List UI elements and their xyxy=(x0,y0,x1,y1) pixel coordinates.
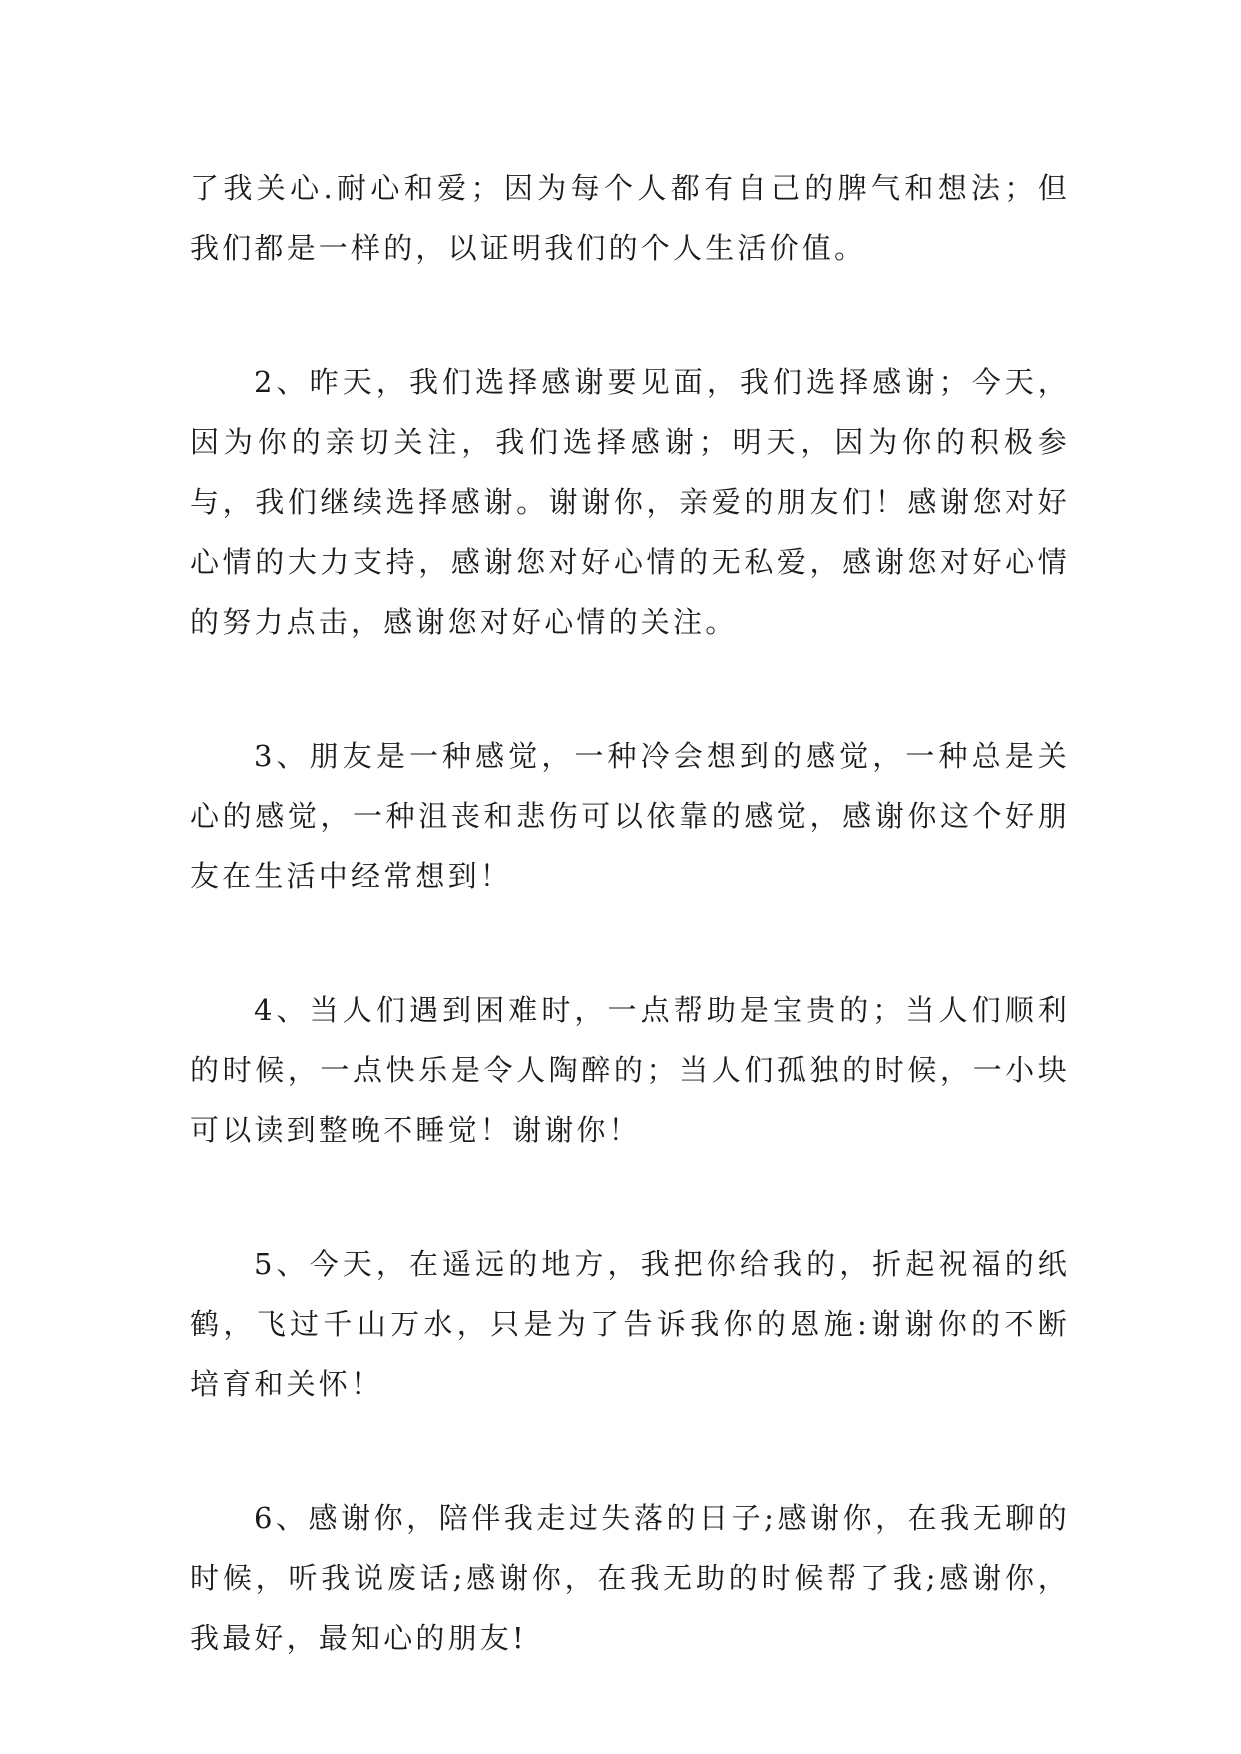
document-body xyxy=(190,158,1070,1742)
paragraph-3: 3、朋友是一种感觉，一种冷会想到的感觉，一种总是关心的感觉，一种沮丧和悲伤可以依靠的感觉，感谢你这个好朋友在生活中经常想到！ xyxy=(190,739,1070,893)
paragraph-2: 2、昨天，我们选择感谢要见面，我们选择感谢；今天，因为你的亲切关注，我们选择感谢；明天，因为你的积极参与，我们继续选择感谢。谢谢你，亲爱的朋友们！感谢您对好心情的大力支持，感谢您对好心情的无私爱，感谢您对好心情的努力点击，感谢您对好心情的关注。 xyxy=(190,365,1070,639)
paragraph-6: 6、感谢你，陪伴我走过失落的日子;感谢你，在我无聊的时候，听我说废话;感谢你，在我无助的时候帮了我;感谢你，我最好，最知心的朋友! xyxy=(190,1501,1070,1655)
paragraph-4: 4、当人们遇到困难时，一点帮助是宝贵的；当人们顺利的时候，一点快乐是令人陶醉的；当人们孤独的时候，一小块可以读到整晚不睡觉！谢谢你！ xyxy=(190,993,1070,1147)
paragraph-5: 5、今天，在遥远的地方，我把你给我的，折起祝福的纸鹤，飞过千山万水，只是为了告诉我你的恩施:谢谢你的不断培育和关怀！ xyxy=(190,1247,1070,1401)
paragraph-1: 了我关心.耐心和爱；因为每个人都有自己的脾气和想法；但我们都是一样的，以证明我们的个人生活价值。 xyxy=(190,171,1070,265)
